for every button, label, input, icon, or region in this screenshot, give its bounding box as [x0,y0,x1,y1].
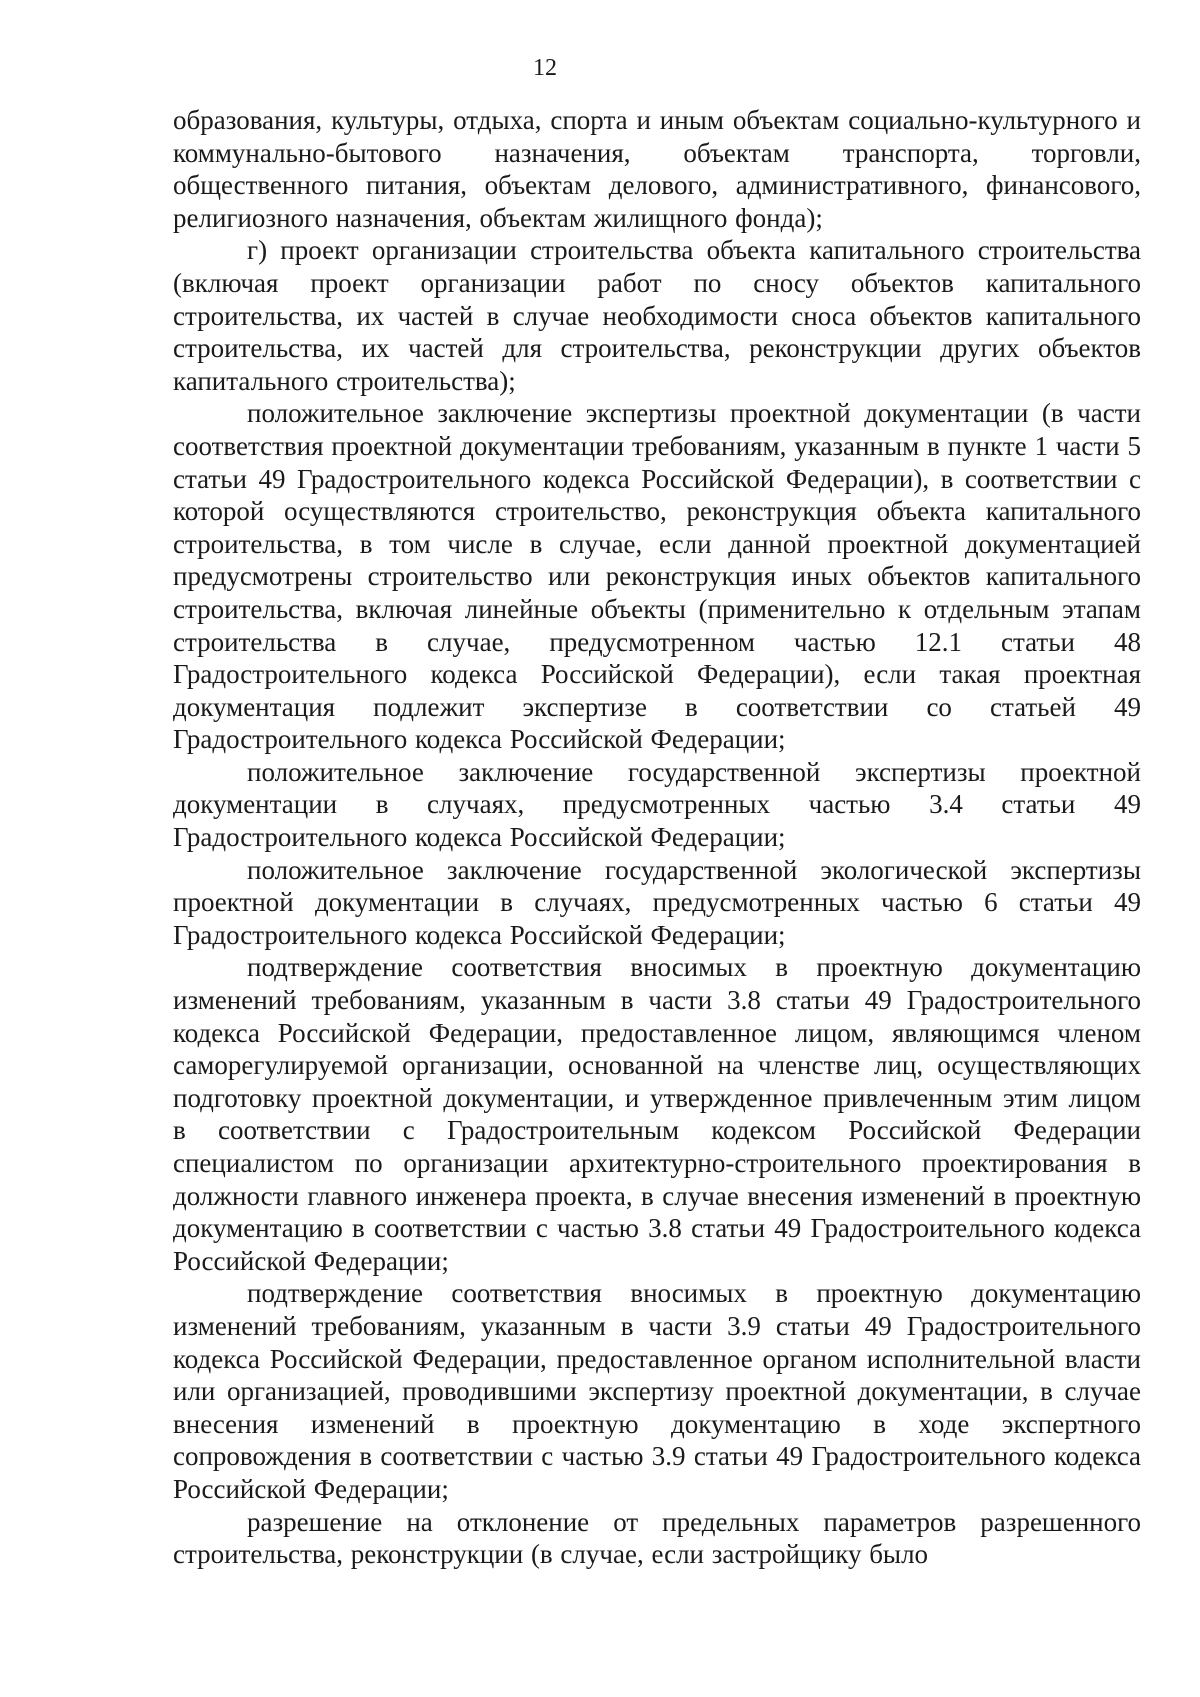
paragraph-ecological-expertise: положительное заключение государственной экологической экспертизы проектной документации в случаях, предусмотренных частью 6 статьи 49 Градостроительного кодекса Российской Федерации; [173,854,1141,950]
document-body [173,104,1141,1571]
paragraph-item-g: г) проект организации строительства объекта капитального строительства (включая проект организации работ по сносу объектов капитального строительства, их частей в случае необходимости сноса объектов капитального строительства, их частей для строительства, реконструкции других объектов капитального строительства); [173,235,1141,396]
page-number: 12 [533,55,557,81]
paragraph-confirmation-3-8: подтверждение соответствия вносимых в проектную документацию изменений требованиям, указанным в части 3.8 статьи 49 Градостроительного кодекса Российской Федерации, предоставленное лицом, являющимся членом саморегулируемой организации, основанной на членстве лиц, осуществляющих подготовку проектной документации, и утвержденное привлеченным этим лицом в соответствии с Градостроительным кодексом Российской Федерации специалистом по организации архитектурно-строительного проектирования в должности главного инженера проекта, в случае внесения изменений в проектную документацию в соответствии с частью 3.8 статьи 49 Градостроительного кодекса Российской Федерации; [173,952,1141,1276]
paragraph-deviation-permit: разрешение на отклонение от предельных параметров разрешенного строительства, реконструкции (в случае, если застройщику было [173,1506,1141,1570]
paragraph-expertise-conclusion: положительное заключение экспертизы проектной документации (в части соответствия проектной документации требованиям, указанным в пункте 1 части 5 статьи 49 Градостроительного кодекса Российской Федерации), в соответствии с которой осуществляются строительство, реконструкция объекта капитального строительства, в том числе в случае, если данной проектной документацией предусмотрены строительство или реконструкция иных объектов капитального строительства, включая линейные объекты (применительно к отдельным этапам строительства в случае, предусмотренном частью 12.1 статьи 48 Градостроительного кодекса Российской Федерации), если такая проектная документация подлежит экспертизе в соответствии со статьей 49 Градостроительного кодекса Российской Федерации; [173,398,1141,755]
paragraph-continuation: образования, культуры, отдыха, спорта и иным объектам социально-культурного и коммунально-бытового назначения, объектам транспорта, торговли, общественного питания, объектам делового, административного, финансового, религиозного назначения, объектам жилищного фонда); [173,105,1141,233]
paragraph-confirmation-3-9: подтверждение соответствия вносимых в проектную документацию изменений требованиям, указанным в части 3.9 статьи 49 Градостроительного кодекса Российской Федерации, предоставленное органом исполнительной власти или организацией, проводившими экспертизу проектной документации, в случае внесения изменений в проектную документацию в ходе экспертного сопровождения в соответствии с частью 3.9 статьи 49 Градостроительного кодекса Российской Федерации; [173,1278,1141,1504]
paragraph-state-expertise: положительное заключение государственной экспертизы проектной документации в случаях, предусмотренных частью 3.4 статьи 49 Градостроительного кодекса Российской Федерации; [173,756,1141,853]
